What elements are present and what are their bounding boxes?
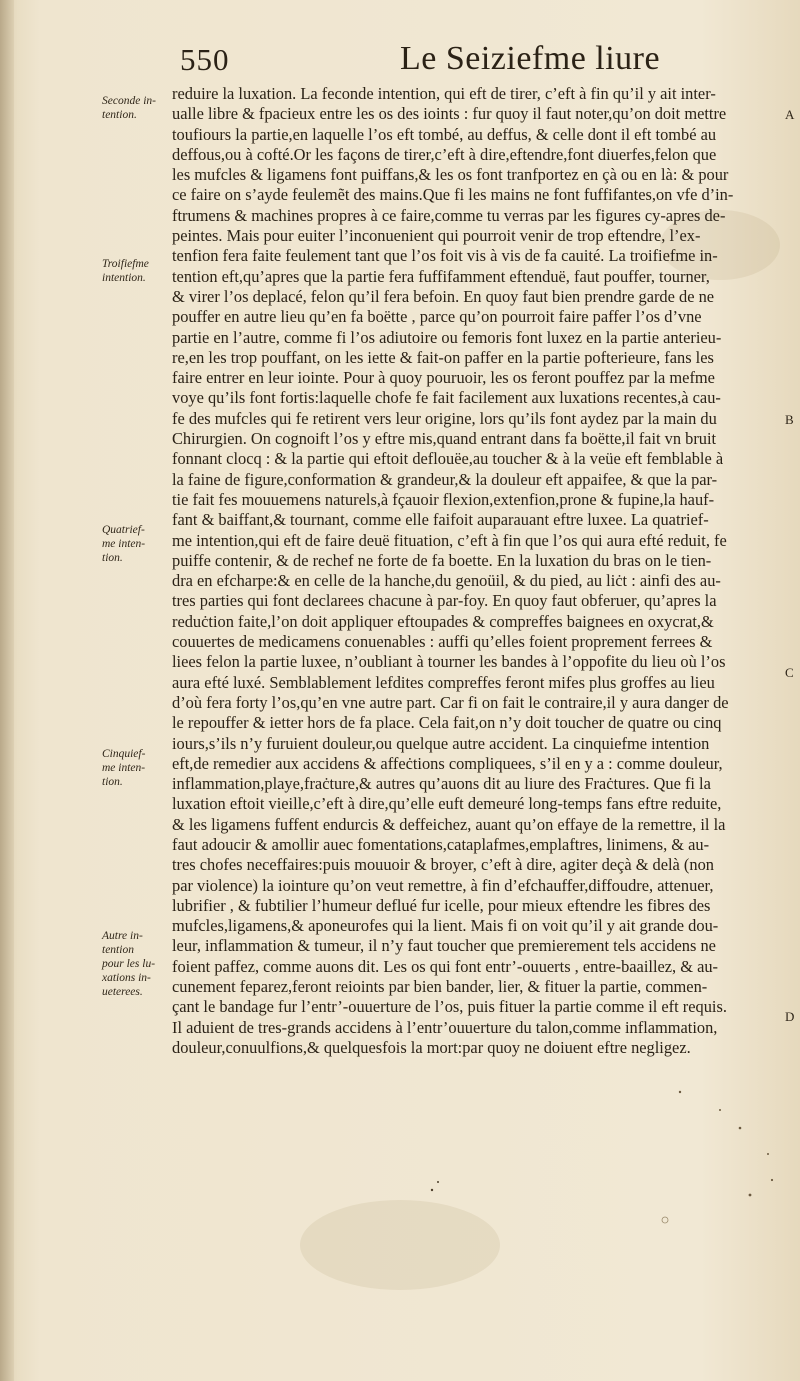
page-gutter <box>0 0 14 1381</box>
text-line: tenfion fera faite feulement tant que l’os foit vis à vis de fa cauité. La troifiefme in- <box>172 246 718 266</box>
text-line: dra en efcharpe:& en celle de la hanche,du genoüil, & du pied, au liċt : ainfi des au- <box>172 571 721 591</box>
text-line: eft,de remedier aux accidens & affeċtions compliquees, s’il en y a : comme douleur, <box>172 753 723 773</box>
text-line: ftrumens & machines propres à ce faire,comme tu verras par les figures cy-apres de- <box>172 205 726 225</box>
text-line: faire entrer en leur iointe. Pour à quoy pouruoir, les os feront pouffez par la mefme <box>172 368 715 388</box>
page-number: 550 <box>180 42 230 77</box>
text-line: Il aduient de tres-grands accidens à l’entr’ouuerture du talon,comme inflammation, <box>172 1017 718 1037</box>
text-line: ce faire on s’ayde feulemẽt des mains.Que fi les mains ne font fuffifantes,on vfe d’in- <box>172 185 734 205</box>
paper-specks <box>420 1070 800 1330</box>
text-line: fe des mufcles qui fe retirent vers leur origine, lors qu’ils font aydez par la main du <box>172 408 717 428</box>
text-line: tres parties qui font declarees chacune à par-foy. En quoy faut obferuer, qu’apres la <box>172 591 717 611</box>
text-line: d’où fera forty l’os,qu’en vne autre part. Car fi on fait le contraire,il y aura danger de <box>172 692 729 712</box>
text-line: Chirurgien. On cognoift l’os y eftre mis,quand entrant dans fa boëtte,il fait vn bruit <box>172 429 717 449</box>
text-line: fonnant clocq : & la partie qui eftoit deflouëe,au toucher & à la veüe eft femblable à <box>172 449 724 469</box>
text-line: me intention,qui eft de faire deuë fituation, c’eft à fin que l’os qui aura efté reduit, fe <box>172 530 727 550</box>
section-letter-b: B <box>785 412 794 427</box>
section-letter-a: A <box>785 107 795 122</box>
text-line: partie en l’autre, comme fi l’os adiutoire ou femoris font luxez en la partie anterieu- <box>172 327 722 347</box>
body-text <box>172 84 794 1058</box>
text-line: çant le bandage fur l’entr’-ouuerture de l’os, puis fituer la partie comme il eft requis. <box>172 997 727 1017</box>
text-line: tie fait fes mouuemens naturels,à fçauoir flexion,extenfion,prone & fupine,la hauf- <box>172 489 715 509</box>
marginal-note-seconde-intention: Seconde in- tention. <box>102 95 156 121</box>
running-head <box>170 40 770 80</box>
text-line: ualle libre & fpacieux entre les os des ioints : fur quoy il faut noter,qu’on doit mettre <box>172 104 727 124</box>
text-line: & virer l’os deplacé, felon qu’il fera befoin. En quoy faut bien prendre garde de ne <box>172 286 715 306</box>
text-line: voye qu’ils font fortis:laquelle chofe fe fait facilement aux luxations recentes,à cau- <box>172 388 721 408</box>
text-line: reduċtion faite,l’on doit appliquer eftoupades & compreffes baignees en oxycrat,& <box>172 611 714 631</box>
text-line: foient paffez, comme auons dit. Les os qui font entr’-ouuerts , entre-baaillez, & au- <box>172 956 719 976</box>
marginal-note-troisiesme-intention: Troifiefme intention. <box>102 258 149 284</box>
text-line: les mufcles & ligamens font puiffans,& les os font tranfportez en çà ou en là: & pour <box>172 165 729 185</box>
text-line: reduire la luxation. La feconde intention, qui eft de tirer, c’eft à fin qu’il y ait inter- <box>172 84 716 103</box>
text-line: leur, inflammation & tumeur, il n’y faut toucher que premierement tels accidens ne <box>172 936 716 956</box>
text-line: inflammation,playe,fraċture,& autres qu’auons dit au liure des Fraċtures. Que fi la <box>172 774 711 794</box>
text-line: & les ligamens fuffent endurcis & deffeichez, auant qu’on effaye de la remettre, il la <box>172 814 726 834</box>
text-line: cunement feparez,feront reioints par bien bander, lier, & fituer la partie, commen- <box>172 977 708 997</box>
text-line: deffous,ou à cofté.Or les façons de tirer,c’eft à dire,eftendre,font diuerfes,felon que <box>172 144 717 164</box>
text-line: le repouffer & ietter hors de fa place. Cela fait,on n’y doit toucher de quatre ou cinq <box>172 713 722 733</box>
text-line: peintes. Mais pour euiter l’inconuenient qui pourroit venir de trop eftendre, l’ex- <box>172 226 701 246</box>
section-letter-d: D <box>785 1009 795 1024</box>
text-line: liees felon la partie luxee, n’oubliant à tourner les bandes à l’oppofite du lieu où l’os <box>172 652 726 672</box>
text-line: la faine de figure,conformation & grandeur,& la douleur eft appaifee, & que la par- <box>172 469 718 489</box>
marginal-note-cinquiesme-intention: Cinquief- me inten- tion. <box>102 748 146 788</box>
text-line: douleur,conuulfions,& quelquesfois la mort:par quoy ne doiuent eftre negligez. <box>172 1037 691 1057</box>
marginal-note-autre-intention: Autre in- tention pour les lu- xations in- ueterees. <box>102 930 156 998</box>
text-line: faut adoucir & amollir auec fomentations,cataplafmes,emplaftres, linimens, & au- <box>172 834 710 854</box>
text-line: lubrifier , & fubtilier l’humeur deflué fur icelle, pour mieux eftendre les fibres des <box>172 895 711 915</box>
text-line: pouffer en autre lieu qu’en fa boëtte , parce qu’on pourroit faire paffer l’os d’vne <box>172 307 702 327</box>
text-line: luxation eftoit vieille,c’eft à dire,qu’elle euft demeuré long-temps fans eftre reduite, <box>172 794 722 814</box>
text-line: iours,s’ils n’y furuient douleur,ou quelque autre accident. La cinquiefme intention <box>172 733 710 753</box>
text-line: couuertes de medicamens conuenables : auffi qu’elles foient proprement ferrees & <box>172 632 713 652</box>
section-letter-c: C <box>785 665 794 680</box>
marginal-note-quatriesme-intention: Quatrief- me inten- tion. <box>102 524 146 564</box>
text-line: puiffe contenir, & de rechef ne forte de fa boette. En la luxation du bras on le tien- <box>172 550 712 570</box>
text-line: fant & baiffant,& tournant, comme elle faifoit auparauant eftre luxee. La quatrief- <box>172 510 709 530</box>
text-line: re,en les trop pouffant, on les iette & fait-on paffer en la partie pofterieure, fans les <box>172 347 714 367</box>
text-line: toufiours la partie,en laquelle l’os eft tombé, au deffus, & celle dont il eft tombé au <box>172 124 717 144</box>
running-title: Le Seiziefme liure <box>400 40 661 77</box>
text-line: mufcles,ligamens,& aponeurofes qui la lient. Mais fi on voit qu’il y ait grande dou- <box>172 916 719 936</box>
text-line: aura efté luxé. Semblablement lefdites compreffes feront mifes plus groffes au lieu <box>172 672 715 692</box>
text-line: tention eft,qu’apres que la partie fera fuffifamment eftenduë, faut pouffer, tourner, <box>172 266 710 286</box>
text-line: par violence) la iointure qu’on veut remettre, à fin d’efchauffer,diffoudre, attenuer, <box>172 875 714 895</box>
text-line: tres chofes neceffaires:puis mouuoir & broyer, c’eft à dire, agiter deçà & delà (non <box>172 855 714 875</box>
